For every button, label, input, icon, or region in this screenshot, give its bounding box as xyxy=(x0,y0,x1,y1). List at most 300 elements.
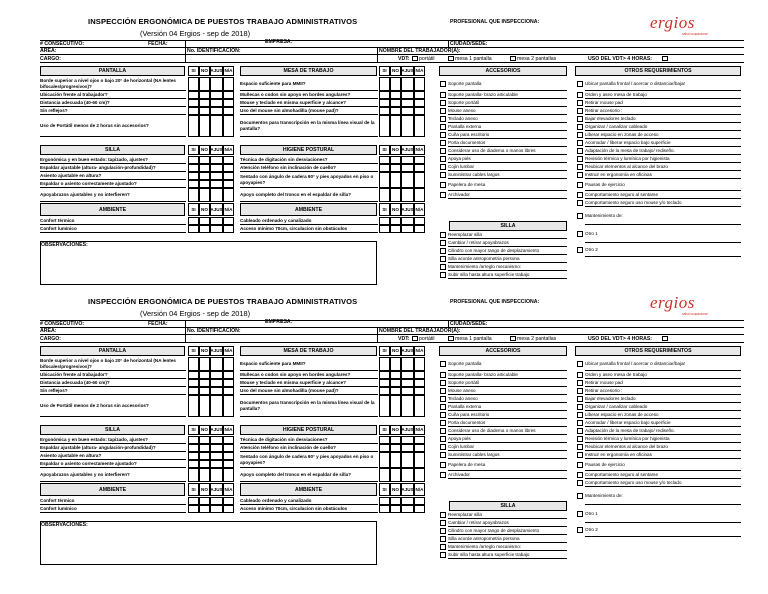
silla-answer-1[interactable] xyxy=(199,180,210,188)
otros-checkbox[interactable] xyxy=(577,247,583,253)
higiene-answer-3[interactable] xyxy=(414,164,425,172)
pantalla-answer-2[interactable] xyxy=(210,115,223,137)
otros-checkbox[interactable] xyxy=(577,462,583,468)
accesorio-checkbox[interactable] xyxy=(440,156,446,162)
silla-answer-0[interactable] xyxy=(188,156,199,164)
ambiente-right-answer-0[interactable] xyxy=(379,497,390,505)
otros-checkbox[interactable] xyxy=(577,452,583,458)
accesorio-checkbox[interactable] xyxy=(440,361,446,367)
otros-checkbox[interactable] xyxy=(577,124,583,130)
ambiente-right-answer-0[interactable] xyxy=(379,217,390,225)
accesorio-checkbox[interactable] xyxy=(440,380,446,386)
observaciones-area[interactable] xyxy=(40,521,377,565)
ambiente-answer-3[interactable] xyxy=(223,497,234,505)
silla-answer-3[interactable] xyxy=(223,468,234,482)
pantalla-answer-2[interactable] xyxy=(210,91,223,99)
mesa-answer-1[interactable] xyxy=(390,395,401,417)
pantalla-answer-3[interactable] xyxy=(223,99,234,107)
silla-answer-0[interactable] xyxy=(188,436,199,444)
silla-answer-3[interactable] xyxy=(223,444,234,452)
otros-checkbox[interactable] xyxy=(577,156,583,162)
mesa-answer-1[interactable] xyxy=(390,77,401,91)
otros-checkbox[interactable] xyxy=(577,361,583,367)
silla-answer-0[interactable] xyxy=(188,452,199,460)
higiene-answer-1[interactable] xyxy=(390,436,401,444)
ambiente-right-col-3: N/A xyxy=(414,483,425,496)
mesa-answer-1[interactable] xyxy=(390,357,401,371)
higiene-answer-1[interactable] xyxy=(390,156,401,164)
pantalla-answer-0[interactable] xyxy=(188,371,199,379)
silla-left-header: SILLA xyxy=(40,425,185,435)
ambiente-answer-0[interactable] xyxy=(188,225,199,233)
mesa-question: Mouse y teclado en misma superficie y alcance? xyxy=(240,379,378,387)
mesa-answer-2[interactable] xyxy=(401,107,414,115)
mesa2-checkbox[interactable] xyxy=(510,56,516,62)
pantalla-answer-1[interactable] xyxy=(199,387,210,395)
pantalla-answer-2[interactable] xyxy=(210,395,223,417)
accesorio-item: Cojín lumbar xyxy=(448,443,567,451)
silla-right-header: SILLA xyxy=(449,221,567,231)
higiene-answer-1[interactable] xyxy=(390,164,401,172)
accesorios-header: ACCESORIOS xyxy=(439,346,567,356)
mesa-answer-2[interactable] xyxy=(401,91,414,99)
otros-checkbox[interactable] xyxy=(577,172,583,178)
accesorio-checkbox[interactable] xyxy=(440,108,446,114)
silla-answer-2[interactable] xyxy=(210,156,223,164)
accesorio-checkbox[interactable] xyxy=(440,81,446,87)
ambiente-right-answer-1[interactable] xyxy=(390,217,401,225)
accesorio-checkbox[interactable] xyxy=(440,412,446,418)
mesa-answer-3[interactable] xyxy=(414,387,425,395)
accesorio-checkbox[interactable] xyxy=(440,192,446,198)
pantalla-answer-2[interactable] xyxy=(210,107,223,115)
mesa-answer-2[interactable] xyxy=(401,371,414,379)
higiene-answer-3[interactable] xyxy=(414,444,425,452)
mesa-answer-3[interactable] xyxy=(414,115,425,137)
otros-checkbox[interactable] xyxy=(577,511,583,517)
silla-answer-3[interactable] xyxy=(223,188,234,202)
otros-item: Pausas de ejercicio xyxy=(585,459,741,471)
pantalla-answer-1[interactable] xyxy=(199,77,210,91)
portatil-checkbox[interactable] xyxy=(412,56,418,62)
otros-checkbox[interactable] xyxy=(577,372,583,378)
ambiente-right-answer-3[interactable] xyxy=(414,505,425,513)
silla-answer-3[interactable] xyxy=(223,452,234,460)
higiene-answer-2[interactable] xyxy=(401,172,414,188)
accesorio-checkbox[interactable] xyxy=(440,148,446,154)
ambiente-answer-1[interactable] xyxy=(199,217,210,225)
pantalla-answer-1[interactable] xyxy=(199,115,210,137)
accesorio-checkbox[interactable] xyxy=(440,388,446,394)
accesorio-checkbox[interactable] xyxy=(440,472,446,478)
silla-right-checkbox[interactable] xyxy=(440,512,446,518)
pantalla-answer-0[interactable] xyxy=(188,99,199,107)
silla-answer-0[interactable] xyxy=(188,460,199,468)
mesa-answer-2[interactable] xyxy=(401,77,414,91)
accesorio-checkbox[interactable] xyxy=(440,372,446,378)
silla-answer-3[interactable] xyxy=(223,172,234,180)
ambiente-answer-3[interactable] xyxy=(223,217,234,225)
pantalla-answer-3[interactable] xyxy=(223,371,234,379)
accesorio-checkbox[interactable] xyxy=(440,404,446,410)
ambiente-right-answer-3[interactable] xyxy=(414,225,425,233)
ambiente-right-answer-2[interactable] xyxy=(401,225,414,233)
pantalla-answer-0[interactable] xyxy=(188,395,199,417)
ambiente-right-answer-3[interactable] xyxy=(414,497,425,505)
otros-checkbox[interactable] xyxy=(577,182,583,188)
observaciones-area[interactable] xyxy=(40,241,377,285)
silla-answer-2[interactable] xyxy=(210,452,223,460)
ambiente-answer-1[interactable] xyxy=(199,497,210,505)
mesa-answer-0[interactable] xyxy=(379,77,390,91)
higiene-col-1: NO xyxy=(390,425,401,435)
silla-answer-2[interactable] xyxy=(210,172,223,180)
silla-answer-2[interactable] xyxy=(210,180,223,188)
accesorio-checkbox[interactable] xyxy=(440,100,446,106)
accesorio-checkbox[interactable] xyxy=(440,452,446,458)
mesa-answer-1[interactable] xyxy=(390,99,401,107)
otros-checkbox[interactable] xyxy=(577,493,583,499)
silla-answer-2[interactable] xyxy=(210,436,223,444)
otros-checkbox[interactable] xyxy=(577,404,583,410)
pantalla-answer-3[interactable] xyxy=(223,107,234,115)
mesa-answer-1[interactable] xyxy=(390,107,401,115)
accesorio-checkbox[interactable] xyxy=(440,124,446,130)
ambiente-right-answer-0[interactable] xyxy=(379,505,390,513)
mesa2-checkbox[interactable] xyxy=(510,336,516,342)
pantalla-answer-1[interactable] xyxy=(199,107,210,115)
otros-checkbox[interactable] xyxy=(577,92,583,98)
otros-item: Retirar accesorio : xyxy=(585,387,741,395)
otros-checkbox[interactable] xyxy=(577,140,583,146)
accesorio-checkbox[interactable] xyxy=(440,436,446,442)
pantalla-answer-0[interactable] xyxy=(188,107,199,115)
ambiente-header: AMBIENTE xyxy=(40,483,185,496)
silla-answer-1[interactable] xyxy=(199,444,210,452)
otros-checkbox[interactable] xyxy=(577,380,583,386)
higiene-question: Atención teléfono sin inclinación de cuello? xyxy=(240,164,378,172)
otros-checkbox[interactable] xyxy=(577,116,583,122)
otros-checkbox[interactable] xyxy=(577,527,583,533)
silla-answer-2[interactable] xyxy=(210,444,223,452)
ambiente-right-answer-3[interactable] xyxy=(414,217,425,225)
otros-checkbox[interactable] xyxy=(577,412,583,418)
higiene-answer-0[interactable] xyxy=(379,164,390,172)
silla-col-2: AJUS xyxy=(210,145,223,155)
mesa-answer-3[interactable] xyxy=(414,379,425,387)
otros-checkbox[interactable] xyxy=(577,213,583,219)
accesorio-item: Cuña para escritorio xyxy=(448,411,567,419)
ambiente-right-answer-1[interactable] xyxy=(390,225,401,233)
mesa-answer-0[interactable] xyxy=(379,99,390,107)
pantalla-answer-2[interactable] xyxy=(210,99,223,107)
silla-answer-0[interactable] xyxy=(188,444,199,452)
accesorio-checkbox[interactable] xyxy=(440,462,446,468)
otros-checkbox[interactable] xyxy=(577,81,583,87)
mesa-header: MESA DE TRABAJO xyxy=(240,66,377,76)
ambiente-right-answer-2[interactable] xyxy=(401,505,414,513)
silla-answer-1[interactable] xyxy=(199,460,210,468)
pantalla-answer-1[interactable] xyxy=(199,371,210,379)
higiene-answer-0[interactable] xyxy=(379,188,390,202)
ambiente-right-answer-2[interactable] xyxy=(401,217,414,225)
mesa-answer-1[interactable] xyxy=(390,115,401,137)
otros-item: Mantenimiento de: xyxy=(585,207,741,225)
ambiente-answer-2[interactable] xyxy=(210,497,223,505)
otros-checkbox[interactable] xyxy=(577,108,583,114)
portatil-checkbox[interactable] xyxy=(412,336,418,342)
pantalla-answer-2[interactable] xyxy=(210,379,223,387)
silla-answer-0[interactable] xyxy=(188,468,199,482)
silla-answer-1[interactable] xyxy=(199,156,210,164)
pantalla-answer-2[interactable] xyxy=(210,357,223,371)
silla-right-checkbox[interactable] xyxy=(440,232,446,238)
pantalla-col-3: N/A xyxy=(223,346,234,356)
accesorio-checkbox[interactable] xyxy=(440,92,446,98)
mesa-answer-0[interactable] xyxy=(379,107,390,115)
ambiente-answer-3[interactable] xyxy=(223,225,234,233)
otros-checkbox[interactable] xyxy=(577,480,583,486)
otros-checkbox[interactable] xyxy=(577,428,583,434)
mesa-answer-0[interactable] xyxy=(379,357,390,371)
accesorio-checkbox[interactable] xyxy=(440,396,446,402)
silla-answer-2[interactable] xyxy=(210,188,223,202)
pantalla-answer-1[interactable] xyxy=(199,357,210,371)
pantalla-answer-0[interactable] xyxy=(188,115,199,137)
pantalla-answer-0[interactable] xyxy=(188,77,199,91)
otros-checkbox[interactable] xyxy=(577,436,583,442)
silla-right-checkbox[interactable] xyxy=(440,256,446,262)
pantalla-answer-1[interactable] xyxy=(199,99,210,107)
silla-answer-0[interactable] xyxy=(188,172,199,180)
higiene-answer-2[interactable] xyxy=(401,188,414,202)
higiene-answer-3[interactable] xyxy=(414,188,425,202)
silla-right-checkbox[interactable] xyxy=(440,264,446,270)
otros-checkbox[interactable] xyxy=(577,100,583,106)
pantalla-answer-3[interactable] xyxy=(223,357,234,371)
ambiente-col-3: N/A xyxy=(223,203,234,216)
pantalla-answer-1[interactable] xyxy=(199,395,210,417)
otros-checkbox[interactable] xyxy=(577,231,583,237)
accesorio-checkbox[interactable] xyxy=(440,132,446,138)
silla-answer-3[interactable] xyxy=(223,156,234,164)
ambiente-answer-2[interactable] xyxy=(210,505,223,513)
ambiente-answer-0[interactable] xyxy=(188,497,199,505)
accesorio-checkbox[interactable] xyxy=(440,420,446,426)
ambiente-right-question: Cableado ordenado y canalizado xyxy=(240,217,378,225)
otros-checkbox[interactable] xyxy=(577,472,583,478)
accesorio-checkbox[interactable] xyxy=(440,182,446,188)
ambiente-answer-2[interactable] xyxy=(210,217,223,225)
form-title: INSPECCIÓN ERGONÓMICA DE PUESTOS TRABAJO ADMINISTRATIVOS xyxy=(88,17,358,26)
mesa-answer-0[interactable] xyxy=(379,371,390,379)
accesorio-checkbox[interactable] xyxy=(440,116,446,122)
accesorio-checkbox[interactable] xyxy=(440,164,446,170)
pantalla-answer-1[interactable] xyxy=(199,91,210,99)
logo-word: ergios xyxy=(650,13,695,32)
otros-checkbox[interactable] xyxy=(577,388,583,394)
mesa-answer-0[interactable] xyxy=(379,91,390,99)
mesa-answer-3[interactable] xyxy=(414,107,425,115)
higiene-answer-2[interactable] xyxy=(401,468,414,482)
higiene-answer-0[interactable] xyxy=(379,172,390,188)
silla-answer-2[interactable] xyxy=(210,460,223,468)
mesa-answer-2[interactable] xyxy=(401,99,414,107)
higiene-answer-0[interactable] xyxy=(379,436,390,444)
silla-right-checkbox[interactable] xyxy=(440,536,446,542)
accesorio-checkbox[interactable] xyxy=(440,140,446,146)
mesa-answer-1[interactable] xyxy=(390,91,401,99)
pantalla-answer-3[interactable] xyxy=(223,395,234,417)
mesa-answer-3[interactable] xyxy=(414,371,425,379)
silla-col-2: AJUS xyxy=(210,425,223,435)
higiene-answer-2[interactable] xyxy=(401,164,414,172)
higiene-answer-1[interactable] xyxy=(390,452,401,468)
higiene-answer-2[interactable] xyxy=(401,452,414,468)
mesa-answer-0[interactable] xyxy=(379,379,390,387)
otros-checkbox[interactable] xyxy=(577,132,583,138)
silla-answer-1[interactable] xyxy=(199,188,210,202)
ambiente-right-answer-1[interactable] xyxy=(390,497,401,505)
pantalla-answer-2[interactable] xyxy=(210,371,223,379)
mesa-answer-2[interactable] xyxy=(401,395,414,417)
higiene-answer-1[interactable] xyxy=(390,172,401,188)
silla-answer-0[interactable] xyxy=(188,180,199,188)
higiene-answer-3[interactable] xyxy=(414,468,425,482)
pantalla-answer-0[interactable] xyxy=(188,379,199,387)
otros-checkbox[interactable] xyxy=(577,148,583,154)
higiene-answer-2[interactable] xyxy=(401,156,414,164)
mesa-answer-2[interactable] xyxy=(401,357,414,371)
otros-checkbox[interactable] xyxy=(577,192,583,198)
mesa-answer-1[interactable] xyxy=(390,387,401,395)
mesa1-checkbox[interactable] xyxy=(448,56,454,62)
pantalla-answer-0[interactable] xyxy=(188,357,199,371)
higiene-answer-0[interactable] xyxy=(379,156,390,164)
silla-right-checkbox[interactable] xyxy=(440,520,446,526)
silla-right-checkbox[interactable] xyxy=(440,544,446,550)
silla-answer-1[interactable] xyxy=(199,164,210,172)
silla-right-checkbox[interactable] xyxy=(440,272,446,278)
pantalla-answer-0[interactable] xyxy=(188,91,199,99)
ambiente-col-1: NO xyxy=(199,483,210,496)
higiene-answer-1[interactable] xyxy=(390,468,401,482)
accesorio-checkbox[interactable] xyxy=(440,428,446,434)
silla-answer-1[interactable] xyxy=(199,172,210,180)
silla-answer-1[interactable] xyxy=(199,468,210,482)
higiene-answer-0[interactable] xyxy=(379,452,390,468)
higiene-answer-2[interactable] xyxy=(401,436,414,444)
otros-checkbox[interactable] xyxy=(577,396,583,402)
pantalla-answer-3[interactable] xyxy=(223,77,234,91)
uso-vdt-checkbox[interactable] xyxy=(662,56,668,62)
pantalla-answer-3[interactable] xyxy=(223,379,234,387)
uso-vdt-checkbox[interactable] xyxy=(662,336,668,342)
mesa-answer-3[interactable] xyxy=(414,77,425,91)
silla-answer-3[interactable] xyxy=(223,436,234,444)
ambiente-answer-1[interactable] xyxy=(199,225,210,233)
silla-answer-0[interactable] xyxy=(188,164,199,172)
higiene-answer-3[interactable] xyxy=(414,156,425,164)
mesa-answer-2[interactable] xyxy=(401,115,414,137)
ambiente-right-answer-2[interactable] xyxy=(401,497,414,505)
otros-checkbox[interactable] xyxy=(577,420,583,426)
ambiente-right-answer-1[interactable] xyxy=(390,505,401,513)
mesa-answer-3[interactable] xyxy=(414,99,425,107)
pantalla-answer-1[interactable] xyxy=(199,379,210,387)
otros-item: Acomodar / liberar espacio bajo superficie xyxy=(585,419,741,427)
ambiente-answer-1[interactable] xyxy=(199,505,210,513)
silla-right-checkbox[interactable] xyxy=(440,528,446,534)
higiene-answer-3[interactable] xyxy=(414,172,425,188)
mesa1-checkbox[interactable] xyxy=(448,336,454,342)
otros-item: Otro 2 xyxy=(585,243,741,257)
higiene-answer-3[interactable] xyxy=(414,452,425,468)
consecutivo-label: # CONSECUTIVO: xyxy=(40,321,85,327)
silla-answer-2[interactable] xyxy=(210,164,223,172)
silla-right-checkbox[interactable] xyxy=(440,552,446,558)
pantalla-answer-3[interactable] xyxy=(223,91,234,99)
silla-answer-0[interactable] xyxy=(188,188,199,202)
otros-checkbox[interactable] xyxy=(577,444,583,450)
higiene-answer-2[interactable] xyxy=(401,444,414,452)
higiene-answer-1[interactable] xyxy=(390,188,401,202)
mesa-answer-1[interactable] xyxy=(390,371,401,379)
silla-answer-1[interactable] xyxy=(199,436,210,444)
pantalla-answer-3[interactable] xyxy=(223,387,234,395)
mesa-answer-2[interactable] xyxy=(401,387,414,395)
silla-right-checkbox[interactable] xyxy=(440,240,446,246)
mesa-answer-3[interactable] xyxy=(414,395,425,417)
mesa-answer-3[interactable] xyxy=(414,91,425,99)
silla-answer-3[interactable] xyxy=(223,164,234,172)
silla-answer-3[interactable] xyxy=(223,460,234,468)
pantalla-answer-2[interactable] xyxy=(210,387,223,395)
ambiente-answer-0[interactable] xyxy=(188,505,199,513)
pantalla-answer-0[interactable] xyxy=(188,387,199,395)
higiene-answer-3[interactable] xyxy=(414,436,425,444)
mesa-question: Muñecas o codos sin apoyo en bordes angulares? xyxy=(240,371,378,379)
ambiente-answer-0[interactable] xyxy=(188,217,199,225)
accesorio-checkbox[interactable] xyxy=(440,444,446,450)
pantalla-answer-2[interactable] xyxy=(210,77,223,91)
higiene-answer-1[interactable] xyxy=(390,444,401,452)
higiene-col-0: SI xyxy=(379,425,390,435)
otros-checkbox[interactable] xyxy=(577,164,583,170)
higiene-answer-0[interactable] xyxy=(379,444,390,452)
ambiente-right-answer-0[interactable] xyxy=(379,225,390,233)
mesa-answer-2[interactable] xyxy=(401,379,414,387)
higiene-answer-0[interactable] xyxy=(379,468,390,482)
mesa-answer-0[interactable] xyxy=(379,115,390,137)
ambiente-answer-2[interactable] xyxy=(210,225,223,233)
higiene-question: Técnica de digitación sin desviaciones? xyxy=(240,156,378,164)
pantalla-answer-3[interactable] xyxy=(223,115,234,137)
mesa-answer-0[interactable] xyxy=(379,387,390,395)
ambiente-answer-3[interactable] xyxy=(223,505,234,513)
silla-answer-3[interactable] xyxy=(223,180,234,188)
accesorio-item: Apoya piés xyxy=(448,435,567,443)
mesa-answer-3[interactable] xyxy=(414,357,425,371)
accesorio-checkbox[interactable] xyxy=(440,172,446,178)
silla-answer-2[interactable] xyxy=(210,468,223,482)
silla-right-checkbox[interactable] xyxy=(440,248,446,254)
silla-answer-1[interactable] xyxy=(199,452,210,460)
mesa-answer-0[interactable] xyxy=(379,395,390,417)
mesa-col-3: N/A xyxy=(414,346,425,356)
otros-checkbox[interactable] xyxy=(577,200,583,206)
mesa-answer-1[interactable] xyxy=(390,379,401,387)
